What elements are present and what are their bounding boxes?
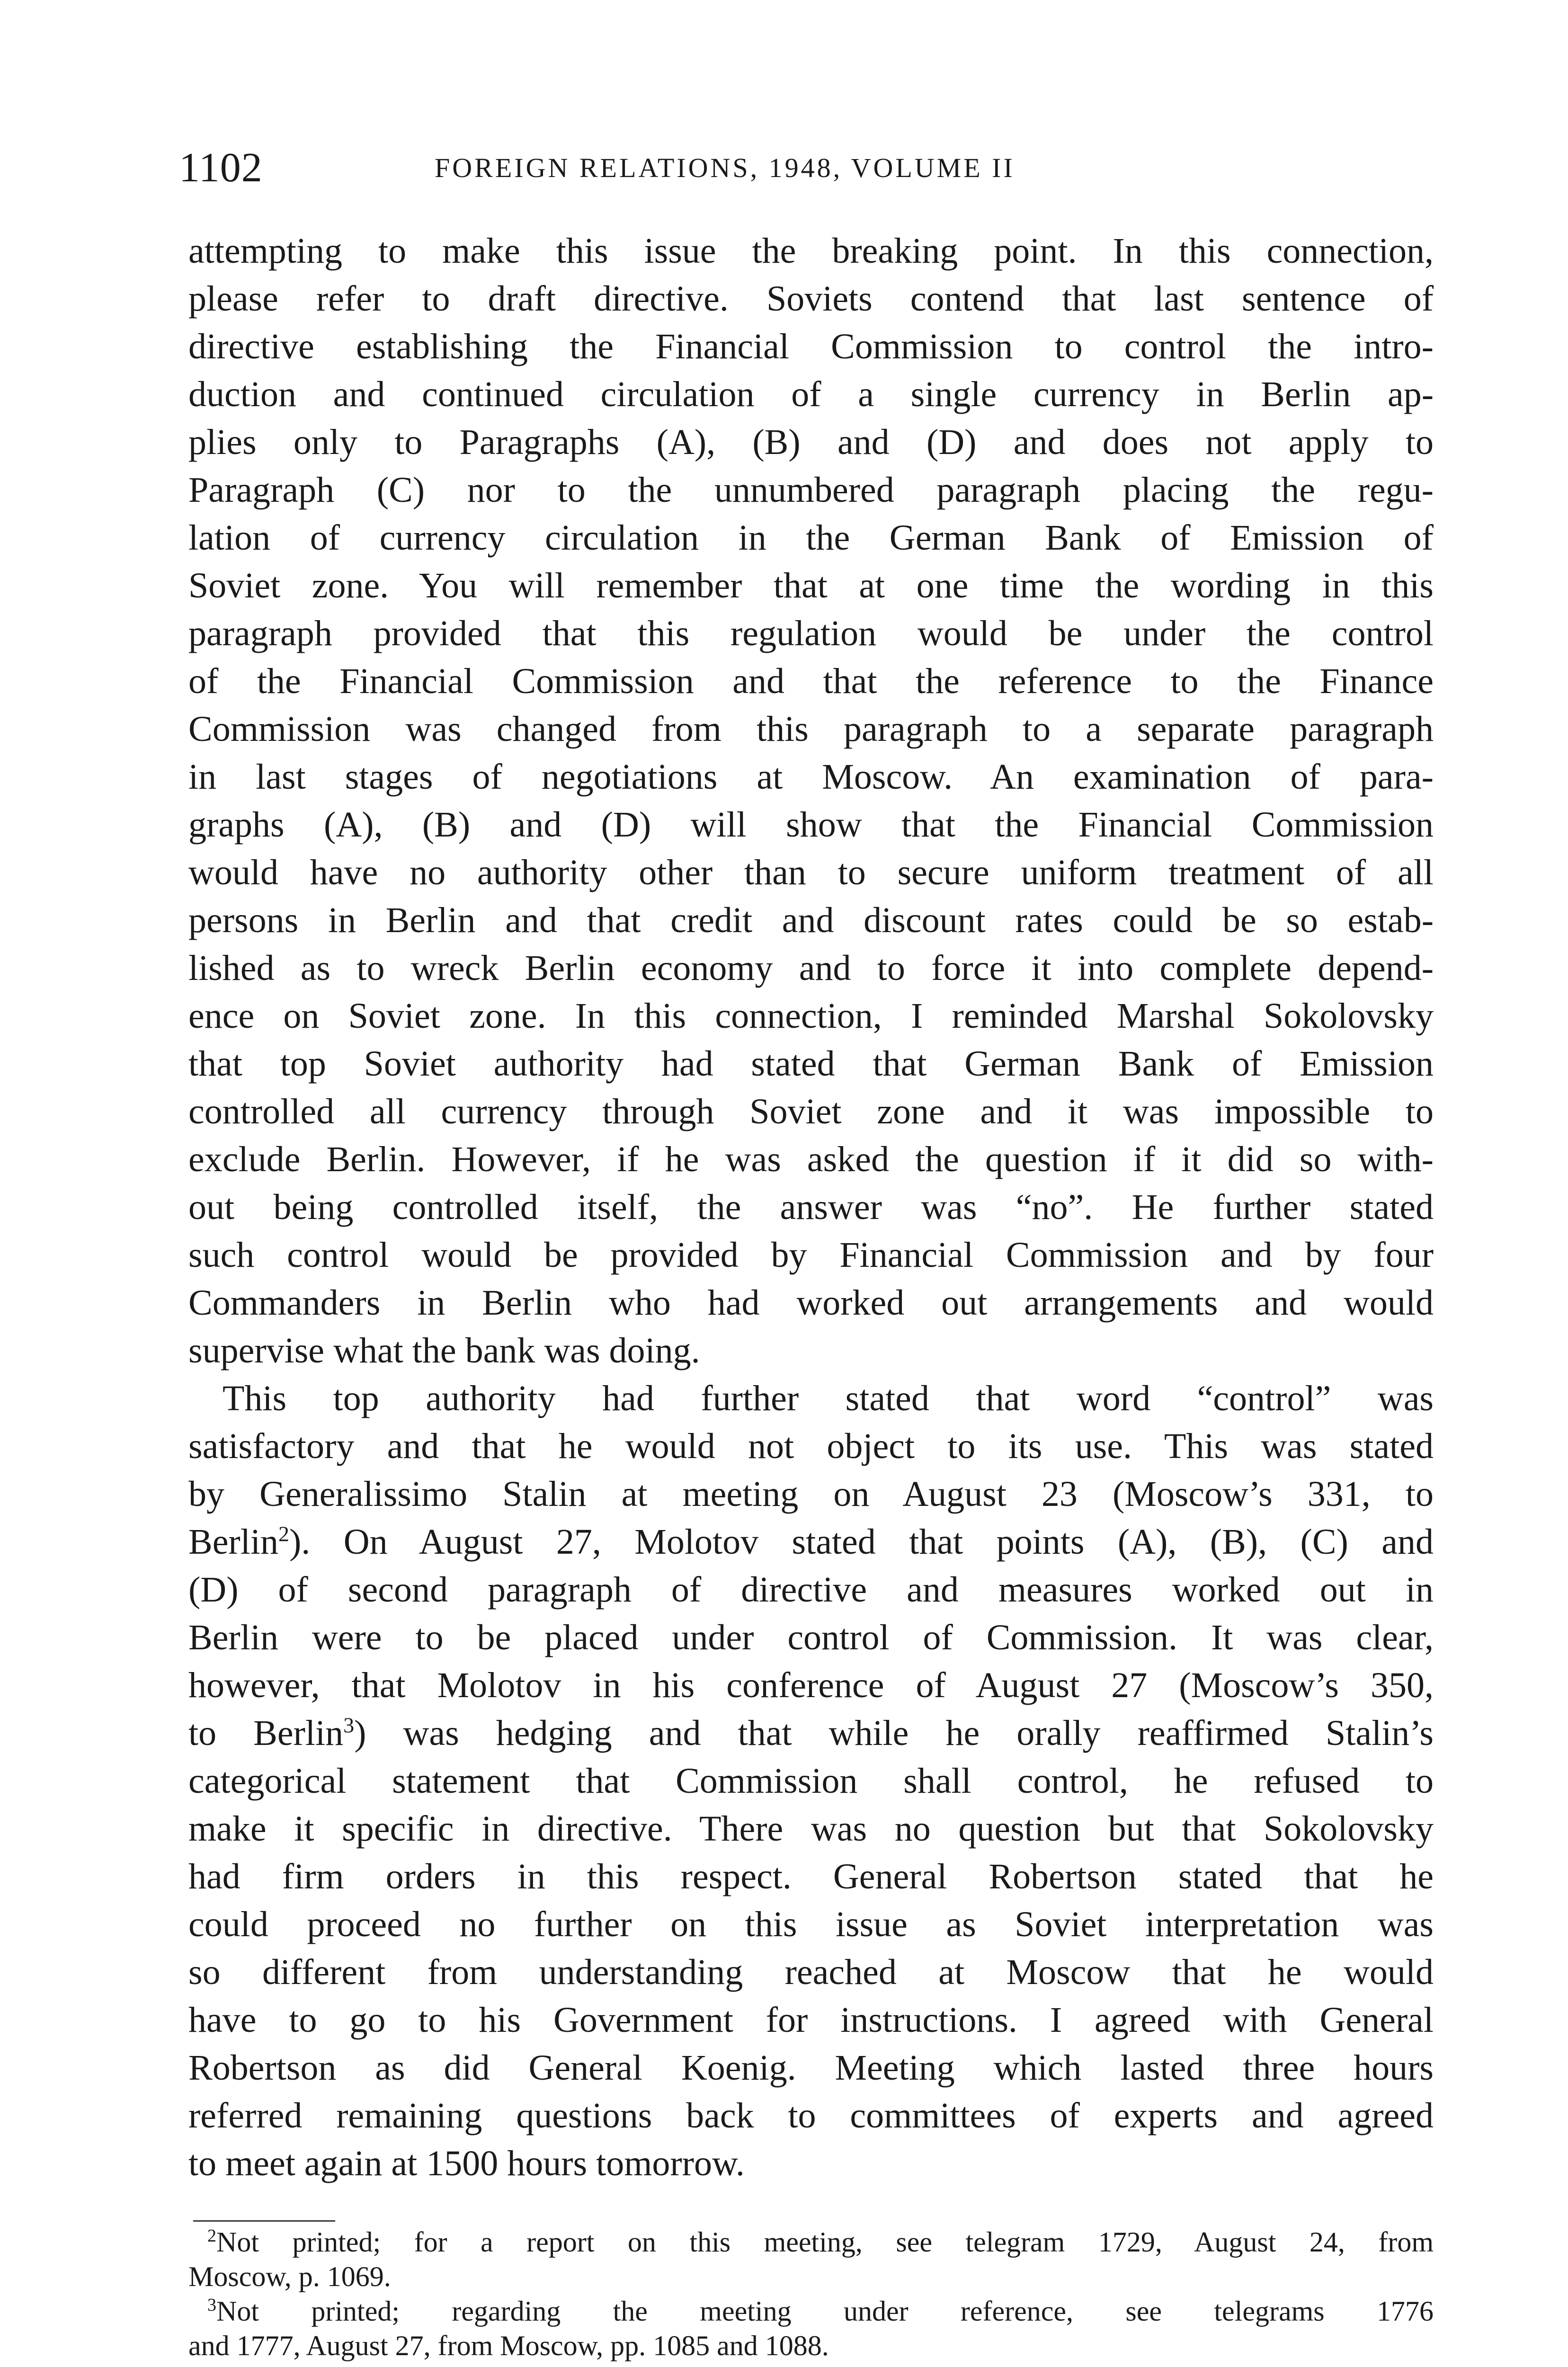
text-line: exclude Berlin. However, if he was asked the question if it did so with- [188, 1139, 1434, 1179]
running-title: FOREIGN RELATIONS, 1948, VOLUME II [435, 152, 1015, 183]
text-line: could proceed no further on this issue as Soviet interpretation was [188, 1904, 1434, 1944]
text-line: would have no authority other than to secure uniform treatment of all [188, 853, 1434, 892]
footnote-2 [188, 2225, 1434, 2294]
text-line [188, 1518, 1434, 1566]
text-line: that top Soviet authority had stated that German Bank of Emission [188, 1044, 1434, 1084]
text-line: persons in Berlin and that credit and discount rates could be so estab- [188, 900, 1434, 940]
text-line: paragraph provided that this regulation would be under the control [188, 614, 1434, 653]
text-line: graphs (A), (B) and (D) will show that the Financial Commission [188, 805, 1434, 845]
body-text [188, 227, 1434, 2188]
text-line: out being controlled itself, the answer was “no”. He further stated [188, 1187, 1434, 1227]
text-line: ence on Soviet zone. In this connection, I reminded Marshal Sokolovsky [188, 996, 1434, 1036]
text-line: lation of currency circulation in the German Bank of Emission of [188, 518, 1434, 558]
text-line: have to go to his Government for instructions. I agreed with General [188, 2000, 1434, 2040]
text-line: please refer to draft directive. Soviets contend that last sentence of [188, 279, 1434, 319]
text-run: Not printed; regarding the meeting under reference, see telegrams 1776 [216, 2296, 1434, 2327]
text-line: directive establishing the Financial Commission to control the intro- [188, 327, 1434, 366]
footnote-line: and 1777, August 27, from Moscow, pp. 1085 and 1088. [188, 2330, 829, 2361]
text-line: categorical statement that Commission shall control, he refused to [188, 1761, 1434, 1801]
text-line: attempting to make this issue the breaking point. In this connection, [188, 231, 1434, 271]
text-line: controlled all currency through Soviet zone and it was impossible to [188, 1092, 1434, 1131]
text-line: duction and continued circulation of a single currency in Berlin ap- [188, 374, 1434, 414]
footnote-ref: 2 [278, 1522, 289, 1546]
text-line: so different from understanding reached at Moscow that he would [188, 1952, 1434, 1992]
text-line: Commanders in Berlin who had worked out arrangements and would [188, 1283, 1434, 1323]
text-run: ). On August 27, Molotov stated that points (A), (B), (C) and [289, 1522, 1434, 1562]
footnote-ref: 3 [343, 1713, 355, 1737]
paragraph-2 [188, 1375, 1434, 2188]
text-line: Commission was changed from this paragraph to a separate paragraph [188, 709, 1434, 749]
text-line: satisfactory and that he would not object to its use. This was stated [188, 1426, 1434, 1466]
paragraph-1 [188, 227, 1434, 1375]
text-run: ) was hedging and that while he orally reaffirmed Stalin’s [354, 1713, 1434, 1753]
text-line: supervise what the bank was doing. [188, 1331, 700, 1370]
footnote-line [188, 2225, 1434, 2260]
running-head [179, 142, 1429, 194]
text-line: however, that Molotov in his conference of August 27 (Moscow’s 350, [188, 1665, 1434, 1705]
text-line: such control would be provided by Financial Commission and by four [188, 1235, 1434, 1275]
footnote-line: Moscow, p. 1069. [188, 2261, 391, 2292]
text-line: by Generalissimo Stalin at meeting on August 23 (Moscow’s 331, to [188, 1474, 1434, 1514]
text-line: had firm orders in this respect. General Robertson stated that he [188, 1857, 1434, 1896]
text-run: Berlin [188, 1522, 278, 1562]
footnote-line [188, 2294, 1434, 2329]
text-line: This top authority had further stated that word “control” was [223, 1379, 1434, 1418]
text-line: in last stages of negotiations at Moscow. An examination of para- [188, 757, 1434, 797]
footnote-mark: 2 [207, 2226, 216, 2246]
text-line: Soviet zone. You will remember that at one time the wording in this [188, 566, 1434, 605]
text-line: to meet again at 1500 hours tomorrow. [188, 2144, 745, 2183]
footnotes [188, 2225, 1434, 2363]
text-line: of the Financial Commission and that the reference to the Finance [188, 661, 1434, 701]
text-line: (D) of second paragraph of directive and measures worked out in [188, 1570, 1434, 1610]
text-line: lished as to wreck Berlin economy and to force it into complete depend- [188, 948, 1434, 988]
text-line: Robertson as did General Koenig. Meeting which lasted three hours [188, 2048, 1434, 2088]
page-number: 1102 [179, 145, 263, 191]
text-run: Not printed; for a report on this meeting, see telegram 1729, August 24, from [216, 2226, 1434, 2258]
text-line [188, 1709, 1434, 1757]
text-line: referred remaining questions back to committees of experts and agreed [188, 2096, 1434, 2136]
text-line: Paragraph (C) nor to the unnumbered paragraph placing the regu- [188, 470, 1434, 510]
text-run: to Berlin [188, 1713, 344, 1753]
footnote-3 [188, 2294, 1434, 2363]
text-line: make it specific in directive. There was no question but that Sokolovsky [188, 1809, 1434, 1849]
footnote-rule [193, 2220, 335, 2222]
text-line: plies only to Paragraphs (A), (B) and (D) and does not apply to [188, 422, 1434, 462]
text-line: Berlin were to be placed under control of Commission. It was clear, [188, 1618, 1434, 1657]
footnote-mark: 3 [207, 2295, 216, 2315]
